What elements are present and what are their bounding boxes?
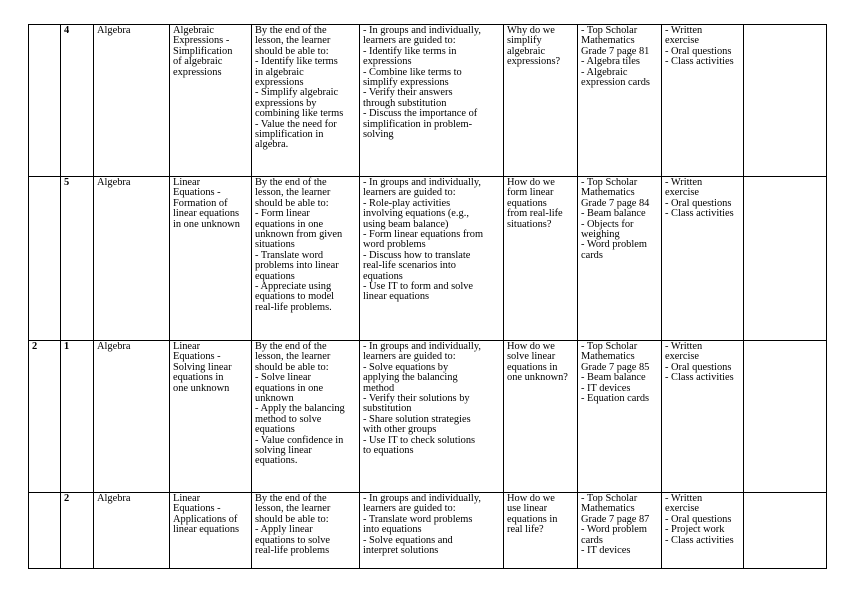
- strand-cell: Algebra: [94, 25, 170, 177]
- assessment-cell: [662, 493, 744, 569]
- cell-line: - Word problem: [581, 524, 647, 536]
- cell-line: involving equations (e.g.,: [363, 208, 469, 220]
- cell-line: from real-life: [507, 208, 563, 220]
- cell-line: one unknown: [173, 382, 230, 394]
- week-cell: [29, 493, 61, 569]
- cell-line: applying the balancing: [363, 372, 458, 384]
- cell-line: - Use IT to check solutions: [363, 434, 476, 446]
- cell-line: linear equations: [363, 291, 430, 303]
- cell-line: equations: [255, 424, 295, 436]
- cell-line: solving linear: [255, 445, 312, 457]
- cell-line: Why do we: [507, 25, 555, 36]
- cell-line: equations to solve: [255, 534, 331, 546]
- cell-line: equations: [255, 270, 295, 282]
- table-row: [29, 493, 827, 569]
- scheme-of-work-table: [28, 24, 827, 569]
- cell-line: solve linear: [507, 351, 556, 363]
- lesson-cell: 5: [61, 177, 94, 341]
- cell-line: - Value the need for: [255, 118, 337, 130]
- cell-line: learners are guided to:: [363, 187, 456, 199]
- cell-line: equations in: [507, 361, 558, 373]
- cell-line: equations in: [507, 513, 558, 525]
- cell-line: - Oral questions: [665, 45, 732, 57]
- learning-outcomes-cell: [252, 341, 360, 493]
- cell-line: By the end of the: [255, 341, 327, 352]
- lesson-cell: 2: [61, 493, 94, 569]
- cell-line: method to solve: [255, 413, 322, 425]
- cell-line: - Class activities: [665, 372, 734, 384]
- substrand-cell: [170, 341, 252, 493]
- cell-line: use linear: [507, 503, 548, 515]
- cell-line: equations in: [173, 372, 224, 384]
- cell-line: expressions?: [507, 56, 561, 68]
- cell-line: - Verify their solutions by: [363, 393, 470, 405]
- cell-line: Grade 7 page 84: [581, 197, 650, 209]
- learning-experiences-cell: [360, 493, 504, 569]
- strand-cell: Algebra: [94, 177, 170, 341]
- lesson-cell: 1: [61, 341, 94, 493]
- learning-experiences-cell: [360, 177, 504, 341]
- cell-line: - Apply the balancing: [255, 403, 345, 415]
- cell-line: - Class activities: [665, 534, 734, 546]
- cell-line: with other groups: [363, 424, 437, 436]
- learning-resources-cell: [578, 25, 662, 177]
- cell-line: simplification in problem-: [363, 118, 473, 130]
- cell-line: - Use IT to form and solve: [363, 281, 474, 293]
- remarks-cell: [744, 341, 827, 493]
- strand-cell: Algebra: [94, 341, 170, 493]
- cell-line: weighing: [581, 229, 620, 241]
- cell-line: Linear: [173, 177, 201, 188]
- cell-line: - Top Scholar: [581, 25, 638, 36]
- cell-line: Mathematics: [581, 503, 635, 515]
- cell-line: - Beam balance: [581, 372, 646, 384]
- cell-line: - Top Scholar: [581, 341, 638, 352]
- cell-line: - Oral questions: [665, 513, 732, 525]
- cell-line: equations in one: [255, 218, 324, 230]
- cell-line: - IT devices: [581, 382, 631, 394]
- cell-line: - Written: [665, 493, 703, 504]
- cell-line: Algebraic: [173, 25, 214, 36]
- cell-line: - Algebraic: [581, 66, 628, 78]
- cell-line: - Top Scholar: [581, 177, 638, 188]
- cell-line: one unknown?: [507, 372, 568, 384]
- cell-line: into equations: [363, 524, 422, 536]
- cell-line: should be able to:: [255, 197, 329, 209]
- cell-line: cards: [581, 534, 603, 546]
- cell-line: - Solve equations and: [363, 534, 453, 546]
- assessment-cell: [662, 25, 744, 177]
- cell-line: real life?: [507, 524, 544, 536]
- cell-line: Linear: [173, 341, 201, 352]
- learning-resources-cell: [578, 177, 662, 341]
- cell-line: linear equations: [173, 208, 240, 220]
- cell-line: method: [363, 382, 395, 394]
- cell-line: - Solve equations by: [363, 361, 449, 373]
- assessment-cell: [662, 177, 744, 341]
- cell-line: - Value confidence in: [255, 434, 344, 446]
- cell-line: exercise: [665, 187, 700, 199]
- week-cell: [29, 177, 61, 341]
- cell-line: expressions: [255, 77, 304, 89]
- cell-line: expressions: [363, 56, 412, 68]
- substrand-cell: [170, 25, 252, 177]
- cell-line: - IT devices: [581, 545, 631, 557]
- cell-line: equations: [507, 197, 547, 209]
- cell-line: - Objects for: [581, 218, 634, 230]
- cell-line: Formation of: [173, 197, 228, 209]
- week-cell: 2: [29, 341, 61, 493]
- cell-line: unknown from given: [255, 229, 343, 241]
- cell-line: Equations -: [173, 351, 221, 363]
- cell-line: Grade 7 page 81: [581, 45, 650, 57]
- cell-line: - Class activities: [665, 56, 734, 68]
- week-cell: [29, 25, 61, 177]
- cell-line: lesson, the learner: [255, 35, 331, 47]
- cell-line: How do we: [507, 341, 555, 352]
- learning-resources-cell: [578, 341, 662, 493]
- cell-line: Equations -: [173, 187, 221, 199]
- remarks-cell: [744, 493, 827, 569]
- cell-line: equations.: [255, 455, 298, 467]
- cell-line: real-life problems: [255, 545, 330, 557]
- cell-line: Equations -: [173, 503, 221, 515]
- cell-line: - Identify like terms: [255, 56, 338, 68]
- cell-line: in one unknown: [173, 218, 240, 230]
- cell-line: - Equation cards: [581, 393, 650, 405]
- cell-line: word problems: [363, 239, 426, 251]
- cell-line: situations: [255, 239, 295, 251]
- cell-line: using beam balance): [363, 218, 449, 230]
- cell-line: - Word problem: [581, 239, 647, 251]
- cell-line: - Translate word: [255, 249, 324, 261]
- cell-line: Mathematics: [581, 35, 635, 47]
- cell-line: - Share solution strategies: [363, 413, 471, 425]
- table-row: [29, 25, 827, 177]
- cell-line: - Role-play activities: [363, 197, 451, 209]
- learning-outcomes-cell: [252, 493, 360, 569]
- cell-line: - In groups and individually,: [363, 341, 481, 352]
- cell-line: - Form linear: [255, 208, 310, 220]
- cell-line: algebraic: [507, 45, 546, 57]
- cell-line: solving: [363, 129, 394, 141]
- cell-line: should be able to:: [255, 45, 329, 57]
- substrand-cell: [170, 493, 252, 569]
- cell-line: - Apply linear: [255, 524, 313, 536]
- cell-line: simplify: [507, 35, 542, 47]
- lesson-plan-page: [28, 24, 827, 569]
- cell-line: Applications of: [173, 513, 238, 525]
- cell-line: should be able to:: [255, 513, 329, 525]
- cell-line: - Discuss the importance of: [363, 108, 478, 120]
- cell-line: algebra.: [255, 139, 289, 151]
- cell-line: Mathematics: [581, 187, 635, 199]
- substrand-cell: [170, 177, 252, 341]
- cell-line: By the end of the: [255, 25, 327, 36]
- table-row: [29, 177, 827, 341]
- cell-line: equations to model: [255, 291, 335, 303]
- cell-line: equations: [363, 270, 403, 282]
- cell-line: lesson, the learner: [255, 351, 331, 363]
- cell-line: Grade 7 page 87: [581, 513, 650, 525]
- cell-line: lesson, the learner: [255, 503, 331, 515]
- cell-line: Mathematics: [581, 351, 635, 363]
- cell-line: - Simplify algebraic: [255, 87, 339, 99]
- cell-line: - Solve linear: [255, 372, 311, 384]
- cell-line: - In groups and individually,: [363, 177, 481, 188]
- strand-cell: Algebra: [94, 493, 170, 569]
- cell-line: Grade 7 page 85: [581, 361, 650, 373]
- cell-line: interpret solutions: [363, 545, 439, 557]
- lesson-cell: 4: [61, 25, 94, 177]
- cell-line: - Project work: [665, 524, 725, 536]
- cell-line: Simplification: [173, 45, 233, 57]
- cell-line: problems into linear: [255, 260, 339, 272]
- cell-line: lesson, the learner: [255, 187, 331, 199]
- cell-line: simplification in: [255, 129, 324, 141]
- cell-line: situations?: [507, 218, 552, 230]
- cell-line: - Written: [665, 341, 703, 352]
- cell-line: - In groups and individually,: [363, 25, 481, 36]
- cell-line: expression cards: [581, 77, 650, 89]
- learning-resources-cell: [578, 493, 662, 569]
- cell-line: How do we: [507, 493, 555, 504]
- cell-line: exercise: [665, 35, 700, 47]
- cell-line: Solving linear: [173, 361, 232, 373]
- cell-line: equations in one: [255, 382, 324, 394]
- cell-line: - Oral questions: [665, 197, 732, 209]
- learning-outcomes-cell: [252, 25, 360, 177]
- cell-line: - Written: [665, 177, 703, 188]
- key-inquiry-question-cell: [504, 177, 578, 341]
- cell-line: - Translate word problems: [363, 513, 473, 525]
- cell-line: - Form linear equations from: [363, 229, 484, 241]
- learning-experiences-cell: [360, 341, 504, 493]
- key-inquiry-question-cell: [504, 493, 578, 569]
- cell-line: - Class activities: [665, 208, 734, 220]
- cell-line: of algebraic: [173, 56, 223, 68]
- key-inquiry-question-cell: [504, 25, 578, 177]
- cell-line: expressions: [173, 66, 222, 78]
- cell-line: - Beam balance: [581, 208, 646, 220]
- cell-line: - In groups and individually,: [363, 493, 481, 504]
- cell-line: expressions by: [255, 97, 317, 109]
- cell-line: cards: [581, 249, 603, 261]
- remarks-cell: [744, 177, 827, 341]
- table-row: [29, 341, 827, 493]
- remarks-cell: [744, 25, 827, 177]
- cell-line: - Combine like terms to: [363, 66, 462, 78]
- cell-line: substitution: [363, 403, 412, 415]
- cell-line: exercise: [665, 351, 700, 363]
- key-inquiry-question-cell: [504, 341, 578, 493]
- cell-line: Linear: [173, 493, 201, 504]
- cell-line: unknown: [255, 393, 294, 405]
- cell-line: By the end of the: [255, 493, 327, 504]
- learning-outcomes-cell: [252, 177, 360, 341]
- cell-line: exercise: [665, 503, 700, 515]
- cell-line: Expressions -: [173, 35, 230, 47]
- cell-line: linear equations: [173, 524, 240, 536]
- cell-line: should be able to:: [255, 361, 329, 373]
- cell-line: - Written: [665, 25, 703, 36]
- learning-experiences-cell: [360, 25, 504, 177]
- cell-line: - Identify like terms in: [363, 45, 457, 57]
- cell-line: learners are guided to:: [363, 503, 456, 515]
- cell-line: How do we: [507, 177, 555, 188]
- cell-line: - Top Scholar: [581, 493, 638, 504]
- cell-line: - Verify their answers: [363, 87, 453, 99]
- cell-line: learners are guided to:: [363, 35, 456, 47]
- cell-line: through substitution: [363, 97, 447, 109]
- cell-line: form linear: [507, 187, 554, 199]
- cell-line: combining like terms: [255, 108, 344, 120]
- cell-line: learners are guided to:: [363, 351, 456, 363]
- cell-line: - Oral questions: [665, 361, 732, 373]
- cell-line: By the end of the: [255, 177, 327, 188]
- cell-line: to equations: [363, 445, 414, 457]
- cell-line: in algebraic: [255, 66, 304, 78]
- cell-line: real-life problems.: [255, 301, 332, 313]
- cell-line: - Algebra tiles: [581, 56, 640, 68]
- cell-line: - Appreciate using: [255, 281, 332, 293]
- assessment-cell: [662, 341, 744, 493]
- cell-line: - Discuss how to translate: [363, 249, 471, 261]
- cell-line: real-life scenarios into: [363, 260, 456, 272]
- cell-line: simplify expressions: [363, 77, 449, 89]
